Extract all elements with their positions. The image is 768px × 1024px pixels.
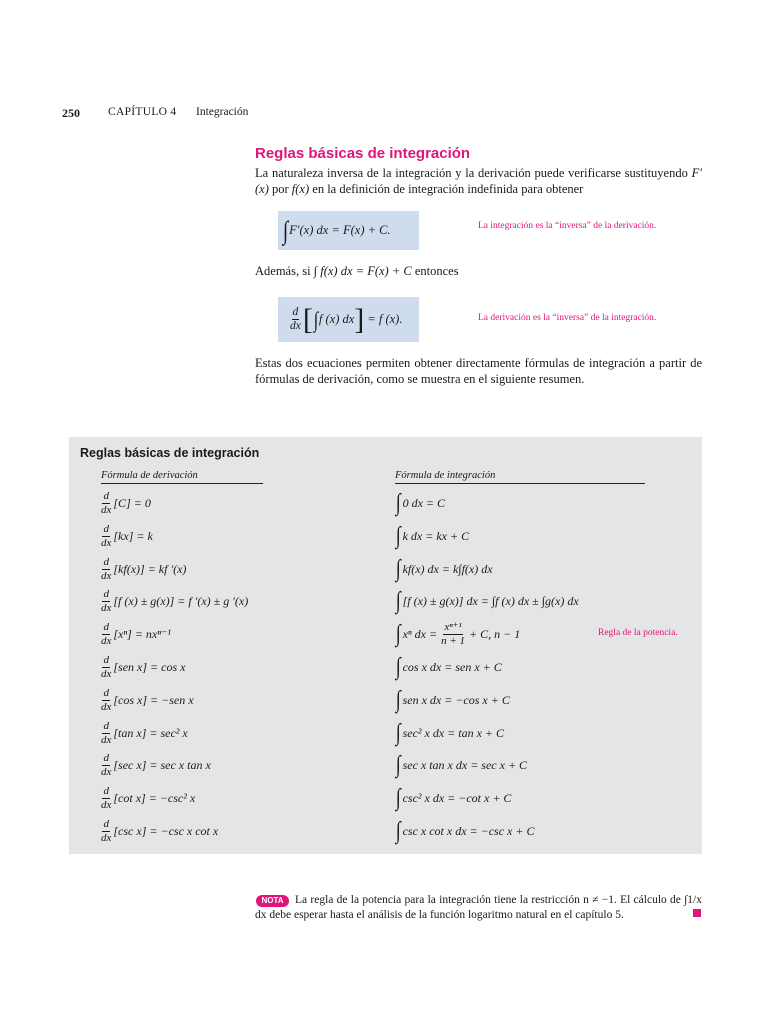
derivative-operator: $\frac{d}{dx}$ — [101, 621, 112, 647]
nota-badge: NOTA — [256, 895, 289, 907]
derivative-operator: $\frac{d}{dx}$ — [101, 818, 112, 844]
integral-sign-icon: ∫ — [395, 556, 401, 582]
derivative-formula — [101, 718, 188, 748]
equation-2-note: La derivación es la “inversa” de la integración. — [478, 313, 657, 323]
intro-paragraph: La naturaleza inversa de la integración y la derivación puede verificarse sustituyendo F′(x) por f(x) en la definición de integración indefinida para obtener — [255, 166, 702, 196]
derivative-formula — [101, 521, 153, 551]
equation-box-1 — [278, 211, 419, 250]
derivative-formula — [101, 488, 151, 518]
derivative-formula — [101, 652, 185, 682]
ademas-line: Además, si ∫ f(x) dx = F(x) + C entonces — [255, 264, 459, 278]
equation-1-note: La integración es la “inversa” de la derivación. — [478, 221, 657, 231]
page-number: 250 — [62, 106, 80, 120]
derivative-formula — [101, 685, 194, 715]
derivative-formula — [101, 619, 171, 649]
derivative-operator: $\frac{d}{dx}$ — [101, 490, 112, 516]
derivative-expression: [cos x] = −sen x — [113, 692, 194, 707]
derivative-expression: [tan x] = sec² x — [113, 725, 188, 740]
integral-formula — [395, 521, 469, 551]
integral-sign-icon: ∫ — [395, 523, 401, 549]
closing-paragraph: Estas dos ecuaciones permiten obtener directamente fórmulas de integración a partir de fórmulas de derivación, como se muestra en el siguiente resumen. — [255, 356, 702, 386]
integral-formula — [395, 783, 511, 813]
square-marker-icon — [693, 909, 701, 917]
integral-formula — [395, 718, 504, 748]
integral-expression: 0 dx = C — [402, 495, 446, 510]
integral-formula — [395, 619, 520, 649]
integral-expression: sen x dx = −cos x + C — [402, 692, 510, 707]
integral-formula — [395, 652, 502, 682]
integral-expression: sec² x dx = tan x + C — [402, 725, 505, 740]
integral-formula — [395, 816, 534, 846]
derivative-expression: [xⁿ] = nxⁿ⁻¹ — [113, 626, 171, 641]
integral-sign-icon: ∫ — [395, 785, 401, 811]
derivative-operator: $\frac{d}{dx}$ — [101, 654, 112, 680]
section-title: Reglas básicas de integración — [255, 145, 471, 162]
power-rule-note: Regla de la potencia. — [598, 628, 678, 638]
column-header-derivation: Fórmula de derivación — [101, 470, 263, 484]
integral-sign-icon: ∫ — [395, 687, 401, 713]
derivative-operator: $\frac{d}{dx}$ — [101, 720, 112, 746]
derivative-operator: $\frac{d}{dx}$ — [101, 556, 112, 582]
integral-sign-icon: ∫ — [282, 215, 289, 245]
integral-formula — [395, 750, 527, 780]
integral-expression: csc x cot x dx = −csc x + C — [402, 823, 535, 838]
integral-expression: csc² x dx = −cot x + C — [402, 790, 512, 805]
derivative-operator: $\frac{d}{dx}$ — [101, 752, 112, 778]
integral-expression: [f (x) ± g(x)] dx = ∫f (x) dx ± ∫g(x) dx — [402, 593, 579, 608]
integral-expression: cos x dx = sen x + C — [402, 659, 502, 674]
derivative-operator: $\frac{d}{dx}$ — [101, 588, 112, 614]
derivative-operator: $\frac{d}{dx}$ — [290, 306, 301, 332]
derivative-expression: [sec x] = sec x tan x — [113, 757, 211, 772]
integral-formula — [395, 586, 579, 616]
power-fraction: $\frac{\text{xⁿ⁺¹}}{n + 1}$ — [441, 621, 466, 647]
derivative-expression: [csc x] = −csc x cot x — [113, 823, 219, 838]
derivative-formula — [101, 554, 186, 584]
derivative-operator: $\frac{d}{dx}$ — [101, 687, 112, 713]
integral-sign-icon: ∫ — [395, 818, 401, 844]
integral-sign-icon: ∫ — [395, 720, 401, 746]
integral-formula — [395, 554, 493, 584]
derivative-expression: [kx] = k — [113, 528, 153, 543]
integral-sign-icon: ∫ — [395, 752, 401, 778]
integral-expression: k dx = kx + C — [402, 528, 470, 543]
integral-formula — [395, 488, 445, 518]
integral-sign-icon: ∫ — [313, 306, 319, 332]
summary-title: Reglas básicas de integración — [80, 446, 260, 460]
derivative-formula — [101, 586, 248, 616]
integral-constant: + C, n − 1 — [469, 626, 521, 641]
derivative-operator: $\frac{d}{dx}$ — [101, 785, 112, 811]
column-header-integration: Fórmula de integración — [395, 470, 645, 484]
derivative-formula — [101, 816, 218, 846]
integral-sign-icon: ∫ — [395, 588, 401, 614]
equation-2-inner: f (x) dx — [318, 312, 355, 326]
integral-sign-icon: ∫ — [395, 654, 401, 680]
integral-expression: xⁿ dx = — [402, 626, 438, 641]
derivative-expression: [cot x] = −csc² x — [113, 790, 196, 805]
integral-expression: sec x tan x dx = sec x + C — [402, 757, 528, 772]
integral-sign-icon: ∫ — [395, 621, 401, 647]
derivative-expression: [sen x] = cos x — [113, 659, 186, 674]
section-label: Integración — [196, 106, 249, 118]
derivative-formula — [101, 750, 211, 780]
right-bracket: ] — [354, 302, 365, 336]
equation-2-rhs: = f (x). — [367, 312, 403, 326]
derivative-expression: [f (x) ± g(x)] = f ′(x) ± g ′(x) — [113, 593, 249, 608]
chapter-label: CAPÍTULO 4 — [108, 106, 177, 118]
nota-paragraph: La regla de la potencia para la integración tiene la restricción n ≠ −1. El cálculo de ∫1/x dx debe esperar hasta el análisis de la función logaritmo natural en el capítulo 5. — [255, 894, 702, 921]
integral-formula — [395, 685, 510, 715]
derivative-operator: $\frac{d}{dx}$ — [101, 523, 112, 549]
integral-sign-icon: ∫ — [395, 490, 401, 516]
derivative-expression: [C] = 0 — [113, 495, 151, 510]
left-bracket: [ — [302, 302, 313, 336]
integral-expression: kf(x) dx = k∫f(x) dx — [402, 561, 493, 576]
derivative-expression: [kf(x)] = kf ′(x) — [113, 561, 187, 576]
equation-1-body: F′(x) dx = F(x) + C. — [289, 223, 391, 237]
equation-box-2 — [278, 297, 419, 342]
derivative-formula — [101, 783, 195, 813]
